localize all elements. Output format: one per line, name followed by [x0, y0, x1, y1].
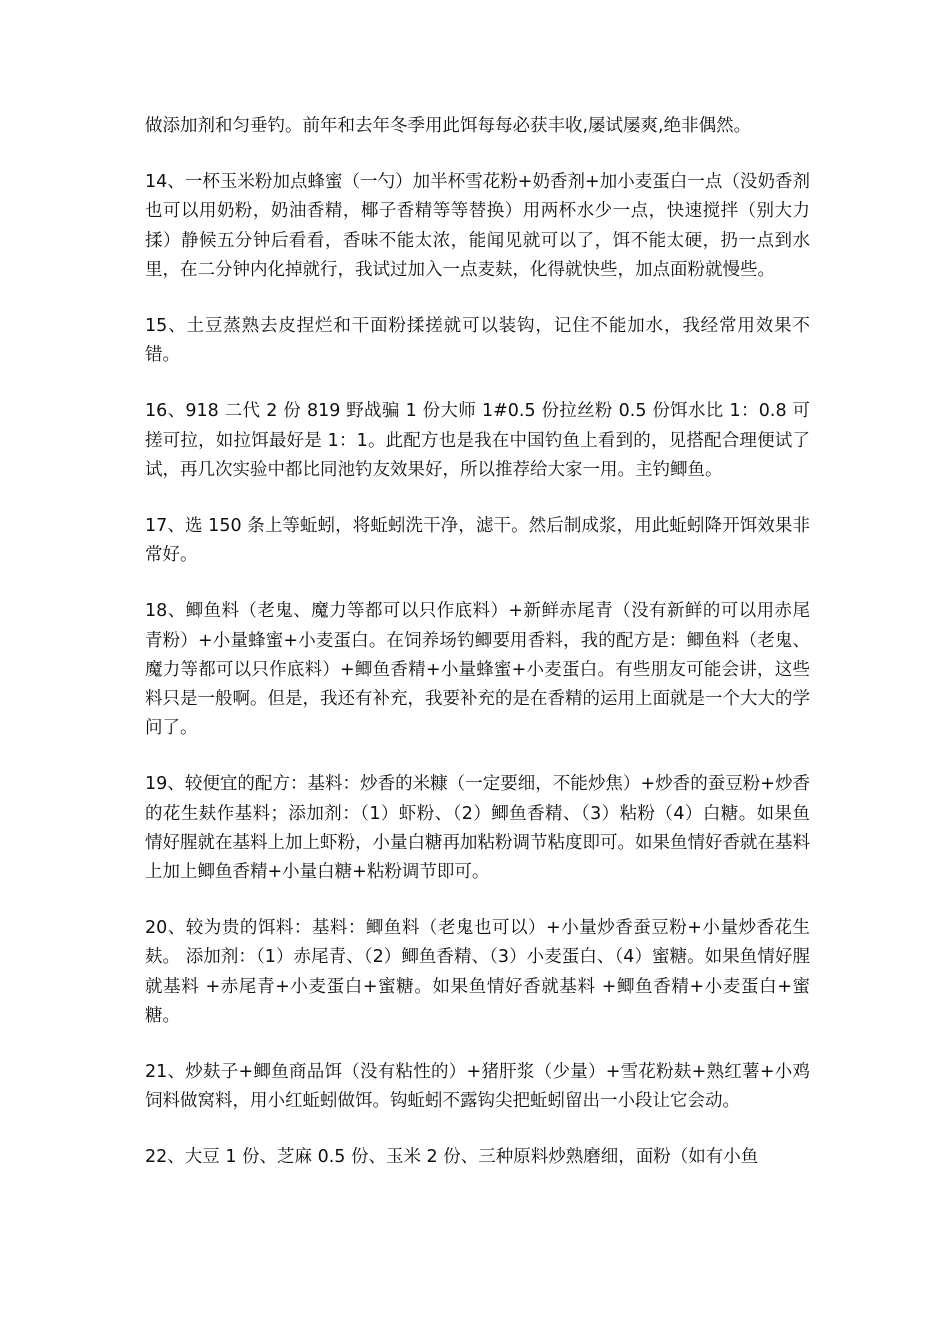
paragraph-18: 18、鲫鱼料（老鬼、魔力等都可以只作底料）+新鲜赤尾青（没有新鲜的可以用赤尾青粉）+小量蜂蜜+小麦蛋白。在饲养场钓鲫要用香料，我的配方是：鲫鱼料（老鬼、魔力等都可以只作底料）+鲫鱼香精+小量蜂蜜+小麦蛋白。有些朋友可能会讲，这些料只是一般啊。但是，我还有补充，我要补充的是在香精的运用上面就是一个大大的学问了。 — [145, 601, 810, 739]
paragraph-17: 17、选 150 条上等蚯蚓，将蚯蚓洗干净，滤干。然后制成浆，用此蚯蚓降开饵效果非常好。 — [145, 516, 810, 566]
paragraph-20: 20、较为贵的饵料：基料：鲫鱼料（老鬼也可以）+小量炒香蚕豆粉+小量炒香花生麸。 添加剂：（1）赤尾青、（2）鲫鱼香精、（3）小麦蛋白、（4）蜜糖。如果鱼情好腥就基料 +赤尾青+小麦蛋白+蜜糖。如果鱼情好香就基料 +鲫鱼香精+小麦蛋白+蜜糖。 — [145, 918, 810, 1026]
paragraph-14: 14、一杯玉米粉加点蜂蜜（一勺）加半杯雪花粉+奶香剂+加小麦蛋白一点（没奶香剂也可以用奶粉，奶油香精，椰子香精等等替换）用两杯水少一点，快速搅拌（别大力揉）静候五分钟后看看，香味不能太浓，能闻见就可以了，饵不能太硬，扔一点到水里，在二分钟内化掉就行，我试过加入一点麦麸，化得就快些，加点面粉就慢些。 — [145, 172, 810, 280]
paragraph-22: 22、大豆 1 份、芝麻 0.5 份、玉米 2 份、三种原料炒熟磨细，面粉（如有小鱼 — [145, 1147, 759, 1168]
paragraph-15: 15、土豆蒸熟去皮捏烂和干面粉揉搓就可以装钩，记住不能加水，我经常用效果不错。 — [145, 316, 810, 366]
document-body — [145, 112, 810, 1200]
paragraph-21: 21、炒麸子+鲫鱼商品饵（没有粘性的）+猪肝浆（少量）+雪花粉麸+熟红薯+小鸡饲料做窝料，用小红蚯蚓做饵。钩蚯蚓不露钩尖把蚯蚓留出一小段让它会动。 — [145, 1062, 810, 1112]
paragraph-16: 16、918 二代 2 份 819 野战骗 1 份大师 1#0.5 份拉丝粉 0.5 份饵水比 1：0.8 可搓可拉，如拉饵最好是 1：1。此配方也是我在中国钓鱼上看到的，见搭配合理便试了试，再几次实验中都比同池钓友效果好，所以推荐给大家一用。主钓鲫鱼。 — [145, 401, 810, 480]
paragraph-19: 19、较便宜的配方：基料：炒香的米糠（一定要细，不能炒焦）+炒香的蚕豆粉+炒香的花生麸作基料；添加剂：（1）虾粉、（2）鲫鱼香精、（3）粘粉（4）白糖。如果鱼情好腥就在基料上加上虾粉，小量白糖再加粘粉调节粘度即可。如果鱼情好香就在基料上加上鲫鱼香精+小量白糖+粘粉调节即可。 — [145, 774, 810, 883]
paragraph-13-tail: 做添加剂和匀垂钓。前年和去年冬季用此饵每每必获丰收,屡试屡爽,绝非偶然。 — [145, 116, 752, 136]
